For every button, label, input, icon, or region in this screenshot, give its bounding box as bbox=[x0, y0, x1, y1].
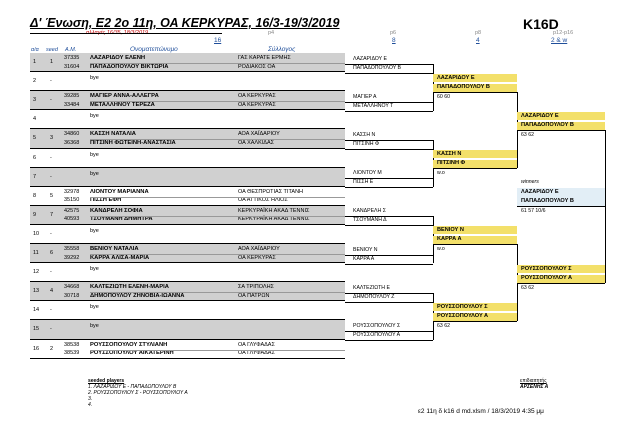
draw-position: 8 bbox=[33, 192, 37, 199]
row-divider bbox=[90, 350, 345, 351]
referee-name: ΑΡΣΕΝΗΣ Α bbox=[520, 384, 549, 390]
draw-seed: - bbox=[50, 230, 52, 237]
player-am: 33484 bbox=[64, 101, 80, 108]
player-club: ΡΟΔΙΑΚΟΣ ΟΑ bbox=[238, 63, 276, 70]
r2-player-b: ΔΗΜΟΠΟΥΛΟΥ Ζ bbox=[353, 293, 395, 300]
draw-position: 10 bbox=[33, 230, 40, 237]
bye-label: bye bbox=[90, 75, 99, 82]
draw-position: 2 bbox=[33, 78, 37, 85]
count-8: 8 bbox=[392, 37, 396, 44]
player-name: ΠΑΠΑΔΟΠΟΥΛΟΥ ΒΙΚΤΩΡΙΑ bbox=[90, 63, 169, 70]
player-club: ΚΕΡΚΥΡΑΪΚΗ ΑΚΑΔ ΤΕΝΝΙΣ bbox=[238, 216, 310, 223]
draw-position: 11 bbox=[33, 250, 39, 256]
player-name: ΚΑΝΔΡΕΛΗ ΣΟΦΙΑ bbox=[90, 207, 143, 214]
player-name: ΡΟΥΣΣΟΠΟΥΛΟΥ ΣΤΥΛΙΑΝΗ bbox=[90, 341, 168, 348]
seeded-2: 2. ΡΟΥΣΣΟΠΟΥΛΟΥ Σ - ΡΟΥΣΣΟΠΟΥΛΟΥ Α bbox=[88, 390, 188, 396]
r3-player-b: ΡΟΥΣΣΟΠΟΥΛΟΥ Α bbox=[437, 312, 489, 319]
row-divider bbox=[90, 101, 345, 102]
r3-player-b: ΚΑΡΡΑ Α bbox=[437, 236, 462, 243]
seeded-3: 3. bbox=[88, 396, 93, 402]
draw-row bbox=[30, 301, 345, 320]
r4-player-a: ΡΟΥΣΣΟΠΟΥΛΟΥ Σ bbox=[521, 265, 572, 272]
player-am: 38539 bbox=[64, 350, 80, 356]
player-club: ΟΑ ΓΛΥΦΑΔΑΣ bbox=[238, 350, 275, 356]
bye-label: bye bbox=[90, 151, 99, 158]
draw-position: 15 bbox=[33, 326, 40, 333]
row-bottom-line bbox=[30, 358, 345, 359]
player-am: 35558 bbox=[64, 246, 80, 252]
player-club: ΟΑ ΚΕΡΚΥΡΑΣ bbox=[238, 93, 276, 100]
r2-player-a: ΡΟΥΣΣΟΠΟΥΛΟΥ Σ bbox=[353, 322, 401, 329]
r4-line bbox=[517, 283, 605, 284]
r2-player-b: ΠΑΠΑΔΟΠΟΥΛΟΥ Β bbox=[353, 64, 401, 71]
r3-player-a: ΚΑΣΣΗ Ν bbox=[437, 151, 462, 157]
col-seed: seed bbox=[46, 47, 58, 53]
player-am: 31604 bbox=[64, 63, 80, 70]
player-am: 30718 bbox=[64, 292, 80, 299]
draw-seed: 7 bbox=[50, 211, 54, 218]
final-score: 61 57 10/6 bbox=[521, 208, 546, 215]
r4-line bbox=[517, 130, 605, 131]
r2-line-b bbox=[345, 111, 433, 112]
row-divider bbox=[90, 216, 345, 217]
title-rule bbox=[30, 33, 222, 34]
draw-seed: - bbox=[50, 78, 52, 85]
r2-player-a: ΜΑΓΙΕΡ Α bbox=[353, 93, 377, 100]
player-club: ΟΑ ΓΛΥΦΑΔΑΣ bbox=[238, 341, 275, 348]
r3-line bbox=[433, 321, 517, 322]
col-am: Α.Μ. bbox=[65, 47, 77, 53]
r2-line-b bbox=[345, 73, 433, 74]
draw-row bbox=[30, 168, 345, 187]
draw-position: 14 bbox=[33, 307, 40, 314]
r2-player-b: ΠΙΤΣΙΝΗ Φ bbox=[353, 140, 380, 147]
draw-seed: 6 bbox=[50, 250, 54, 256]
draw-position: 9 bbox=[33, 211, 37, 218]
player-club: ΣΑ ΤΡΙΠΟΛΗΣ bbox=[238, 284, 274, 291]
col-club: Σύλλογος bbox=[268, 46, 296, 53]
player-am: 38538 bbox=[64, 341, 80, 348]
bye-label: bye bbox=[90, 227, 99, 234]
r3-player-b: ΠΙΤΣΙΝΗ Φ bbox=[437, 160, 466, 166]
player-club: ΓΑΣ ΚΑΡΑΤΕ ΕΡΜΗΣ bbox=[238, 55, 291, 61]
r3-score: 60 60 bbox=[437, 93, 450, 100]
bye-label: bye bbox=[90, 304, 99, 311]
bye-label: bye bbox=[90, 170, 99, 177]
player-name: ΠΙΣΣΗ ΕΦΗ bbox=[90, 197, 122, 204]
r3-player-a: ΡΟΥΣΣΟΠΟΥΛΟΥ Σ bbox=[437, 303, 488, 310]
draw-position: 3 bbox=[33, 97, 37, 104]
col-pos: α/α bbox=[31, 47, 39, 53]
r2-line bbox=[345, 255, 433, 256]
count-2w: 2 & w bbox=[551, 37, 568, 44]
r4-player-a: ΛΑΖΑΡΙΔΟΥ Ε bbox=[521, 112, 559, 119]
r4-score: 63 62 bbox=[521, 131, 534, 138]
row-divider bbox=[90, 292, 345, 293]
player-am: 42575 bbox=[64, 207, 80, 214]
r2-line bbox=[345, 331, 433, 332]
r2-player-a: ΛΙΟΝΤΟΥ Μ bbox=[353, 170, 382, 177]
player-am: 39292 bbox=[64, 254, 80, 261]
draw-row bbox=[30, 320, 345, 339]
row-divider bbox=[90, 254, 345, 255]
draw-seed: - bbox=[50, 97, 52, 104]
draw-position: 5 bbox=[33, 135, 37, 142]
draw-position: 1 bbox=[33, 59, 37, 65]
draw-seed: 4 bbox=[50, 288, 54, 295]
r2-line-b bbox=[345, 302, 433, 303]
player-club: ΟΑ ΧΑΛΚΙΔΑΣ bbox=[238, 139, 275, 146]
player-club: ΟΑ ΚΕΡΚΥΡΑΣ bbox=[238, 101, 276, 108]
r2-line bbox=[345, 64, 433, 65]
r2-player-b: ΜΕΤΑΛΛΗΝΟΥ Τ bbox=[353, 102, 394, 109]
player-club: ΑΟΑ ΧΑΪΔΑΡΙΟΥ bbox=[238, 131, 280, 138]
row-divider bbox=[90, 197, 345, 198]
draw-row bbox=[30, 263, 345, 282]
r3-score: w.o bbox=[437, 246, 445, 253]
draw-row bbox=[30, 72, 345, 91]
r2-player-b: ΚΑΡΡΑ Α bbox=[353, 255, 375, 262]
r2-player-a: ΚΑΣΣΗ Ν bbox=[353, 131, 376, 138]
r4-player-b: ΠΑΠΑΔΟΠΟΥΛΟΥ Β bbox=[521, 121, 574, 128]
player-am: 36368 bbox=[64, 139, 80, 146]
player-am: 39285 bbox=[64, 93, 80, 100]
r2-player-b: ΤΣΟΥΜΑΝΗ Δ bbox=[353, 217, 387, 224]
player-name: ΡΟΥΣΣΟΠΟΥΛΟΥ ΑΙΚΑΤΕΡΙΝΗ bbox=[90, 350, 174, 356]
player-club: ΟΑ ΑΤΤΙΚΟΣ ΗΛΙΟΣ bbox=[238, 197, 288, 204]
bye-label: bye bbox=[90, 266, 99, 273]
draw-position: 7 bbox=[33, 173, 37, 180]
round-label-p12: p12-p16 bbox=[553, 30, 574, 36]
player-am: 34860 bbox=[64, 131, 80, 138]
col-name: Ονοματεπώνυμο bbox=[130, 46, 178, 53]
draw-row bbox=[30, 110, 345, 129]
r4-player-b: ΡΟΥΣΣΟΠΟΥΛΟΥ Α bbox=[521, 274, 573, 281]
r4-score: 63 62 bbox=[521, 284, 534, 291]
seeded-1: 1. ΛΑΖΑΡΙΔΟΥ Ε - ΠΑΠΑΔΟΠΟΥΛΟΥ Β bbox=[88, 384, 177, 390]
draw-position: 12 bbox=[33, 269, 40, 276]
player-club: ΟΑ ΚΕΡΚΥΡΑΣ bbox=[238, 254, 276, 261]
player-name: ΔΗΜΟΠΟΥΛΟΥ ΖΗΝΟΒΙΑ-ΙΩΑΝΝΑ bbox=[90, 292, 185, 299]
row-divider bbox=[90, 63, 345, 64]
bye-label: bye bbox=[90, 323, 99, 330]
r2-line bbox=[345, 178, 433, 179]
r3-line bbox=[433, 92, 517, 93]
r2-line-b bbox=[345, 187, 433, 188]
player-am: 35150 bbox=[64, 197, 80, 204]
r2-player-b: ΠΙΣΣΗ Ε bbox=[353, 179, 374, 186]
final-line bbox=[517, 206, 605, 207]
referee-title: επιδιαιτητής bbox=[520, 378, 547, 384]
file-stamp: ε2 11η δ k16 d md.xlsm / 18/3/2019 4:35 μμ bbox=[418, 408, 544, 415]
player-club: ΚΕΡΚΥΡΑΪΚΗ ΑΚΑΔ ΤΕΝΝΙΣ bbox=[238, 207, 310, 214]
r2-player-a: ΚΑΝΔΡΕΛΗ Σ bbox=[353, 208, 386, 215]
draw-seed: 3 bbox=[50, 135, 54, 142]
count-16: 16 bbox=[214, 37, 222, 44]
changes-note: αλλαγές 16/35, 18/3/2019 bbox=[86, 30, 149, 36]
player-club: ΟΑ ΠΑΤΡΩΝ bbox=[238, 292, 270, 299]
r2-player-a: ΒΕΝΙΟΥ Ν bbox=[353, 246, 378, 253]
round-label-p8: p8 bbox=[475, 30, 482, 36]
draw-seed: 5 bbox=[50, 192, 54, 199]
r3-player-a: ΒΕΝΙΟΥ Ν bbox=[437, 227, 464, 234]
player-name: ΚΑΛΤΕΖΙΩΤΗ ΕΛΕΝΗ-ΜΑΡΙΑ bbox=[90, 284, 169, 291]
r2-player-a: ΚΑΛΤΕΖΙΩΤΗ Ε bbox=[353, 284, 390, 291]
draw-position: 13 bbox=[33, 288, 40, 295]
r2-line-b bbox=[345, 225, 433, 226]
player-name: ΠΙΤΣΙΝΗ ΦΩΤΕΙΝΗ-ΑΝΑΣΤΑΣΙΑ bbox=[90, 139, 176, 146]
draw-seed: - bbox=[50, 154, 52, 161]
count-4: 4 bbox=[476, 37, 480, 44]
player-club: ΟΑ ΘΕΣΠΡΩΤΙΑΣ ΤΙΤΑΝΗ bbox=[238, 188, 304, 195]
r2-line-b bbox=[345, 149, 433, 150]
draw-position: 6 bbox=[33, 154, 37, 161]
draw-code: K16D bbox=[523, 16, 559, 32]
draw-position: 4 bbox=[33, 116, 37, 123]
draw-row bbox=[30, 149, 345, 168]
player-name: ΛΑΖΑΡΙΔΟΥ ΕΛΕΝΗ bbox=[90, 55, 146, 61]
player-am: 37335 bbox=[64, 55, 80, 61]
row-divider bbox=[90, 139, 345, 140]
player-am: 32978 bbox=[64, 188, 80, 195]
r3-score: 63 62 bbox=[437, 322, 450, 329]
r3-player-b: ΠΑΠΑΔΟΠΟΥΛΟΥ Β bbox=[437, 83, 490, 90]
draw-row bbox=[30, 225, 345, 244]
r2-line bbox=[345, 216, 433, 217]
r3-line bbox=[433, 244, 517, 245]
draw-position: 16 bbox=[33, 345, 40, 352]
r2-line-b bbox=[345, 264, 433, 265]
winner-b: ΠΑΠΑΔΟΠΟΥΛΟΥ Β bbox=[521, 198, 574, 205]
r2-line bbox=[345, 293, 433, 294]
r2-player-a: ΛΑΖΑΡΙΔΟΥ Ε bbox=[353, 55, 387, 62]
round-label-p6: p6 bbox=[390, 30, 397, 36]
r3-score: w.o bbox=[437, 170, 445, 176]
r2-player-b: ΡΟΥΣΣΟΠΟΥΛΟΥ Α bbox=[353, 331, 401, 338]
tournament-title: Δ' Ένωση, Ε2 2ο 11η, ΟΑ ΚΕΡΚΥΡΑΣ, 16/3-19/3/2019 bbox=[30, 16, 340, 30]
draw-seed: - bbox=[50, 269, 52, 276]
bye-label: bye bbox=[90, 113, 99, 120]
r2-line-b bbox=[345, 340, 433, 341]
r4-connector bbox=[605, 130, 606, 283]
player-name: ΤΣΟΥΜΑΝΗ ΔΗΜΗΤΡΑ bbox=[90, 216, 153, 223]
winners-label: winners bbox=[521, 179, 539, 186]
r3-player-a: ΛΑΖΑΡΙΔΟΥ Ε bbox=[437, 74, 475, 81]
r3-line bbox=[433, 168, 517, 169]
player-am: 40593 bbox=[64, 216, 80, 223]
player-name: ΜΕΤΑΛΛΗΝΟΥ ΤΕΡΕΖΑ bbox=[90, 101, 155, 108]
player-name: ΛΙΟΝΤΟΥ ΜΑΡΙΑΝΝΑ bbox=[90, 188, 149, 195]
draw-seed: 2 bbox=[50, 345, 54, 352]
round-label-p4: p4 bbox=[268, 30, 275, 36]
player-club: ΑΟΑ ΧΑΪΔΑΡΙΟΥ bbox=[238, 246, 280, 252]
draw-seed: - bbox=[50, 307, 52, 314]
draw-seed: 1 bbox=[50, 59, 54, 65]
draw-seed: - bbox=[50, 326, 52, 333]
player-am: 34668 bbox=[64, 284, 80, 291]
player-name: ΒΕΝΙΟΥ ΝΑΤΑΛΙΑ bbox=[90, 246, 139, 252]
player-name: ΚΑΡΡΑ ΑΛΙΣΑ-ΜΑΡΙΑ bbox=[90, 254, 150, 261]
r2-line bbox=[345, 140, 433, 141]
player-name: ΜΑΓΙΕΡ ΑΝΝΑ-ΑΛΛΕΓΡΑ bbox=[90, 93, 159, 100]
r2-line bbox=[345, 102, 433, 103]
seeded-title: seeded players bbox=[88, 378, 125, 384]
draw-seed: - bbox=[50, 173, 52, 180]
player-name: ΚΑΣΣΗ ΝΑΤΑΛΙΑ bbox=[90, 131, 136, 138]
winner-a: ΛΑΖΑΡΙΔΟΥ Ε bbox=[521, 189, 559, 196]
seeded-4: 4. bbox=[88, 402, 93, 408]
